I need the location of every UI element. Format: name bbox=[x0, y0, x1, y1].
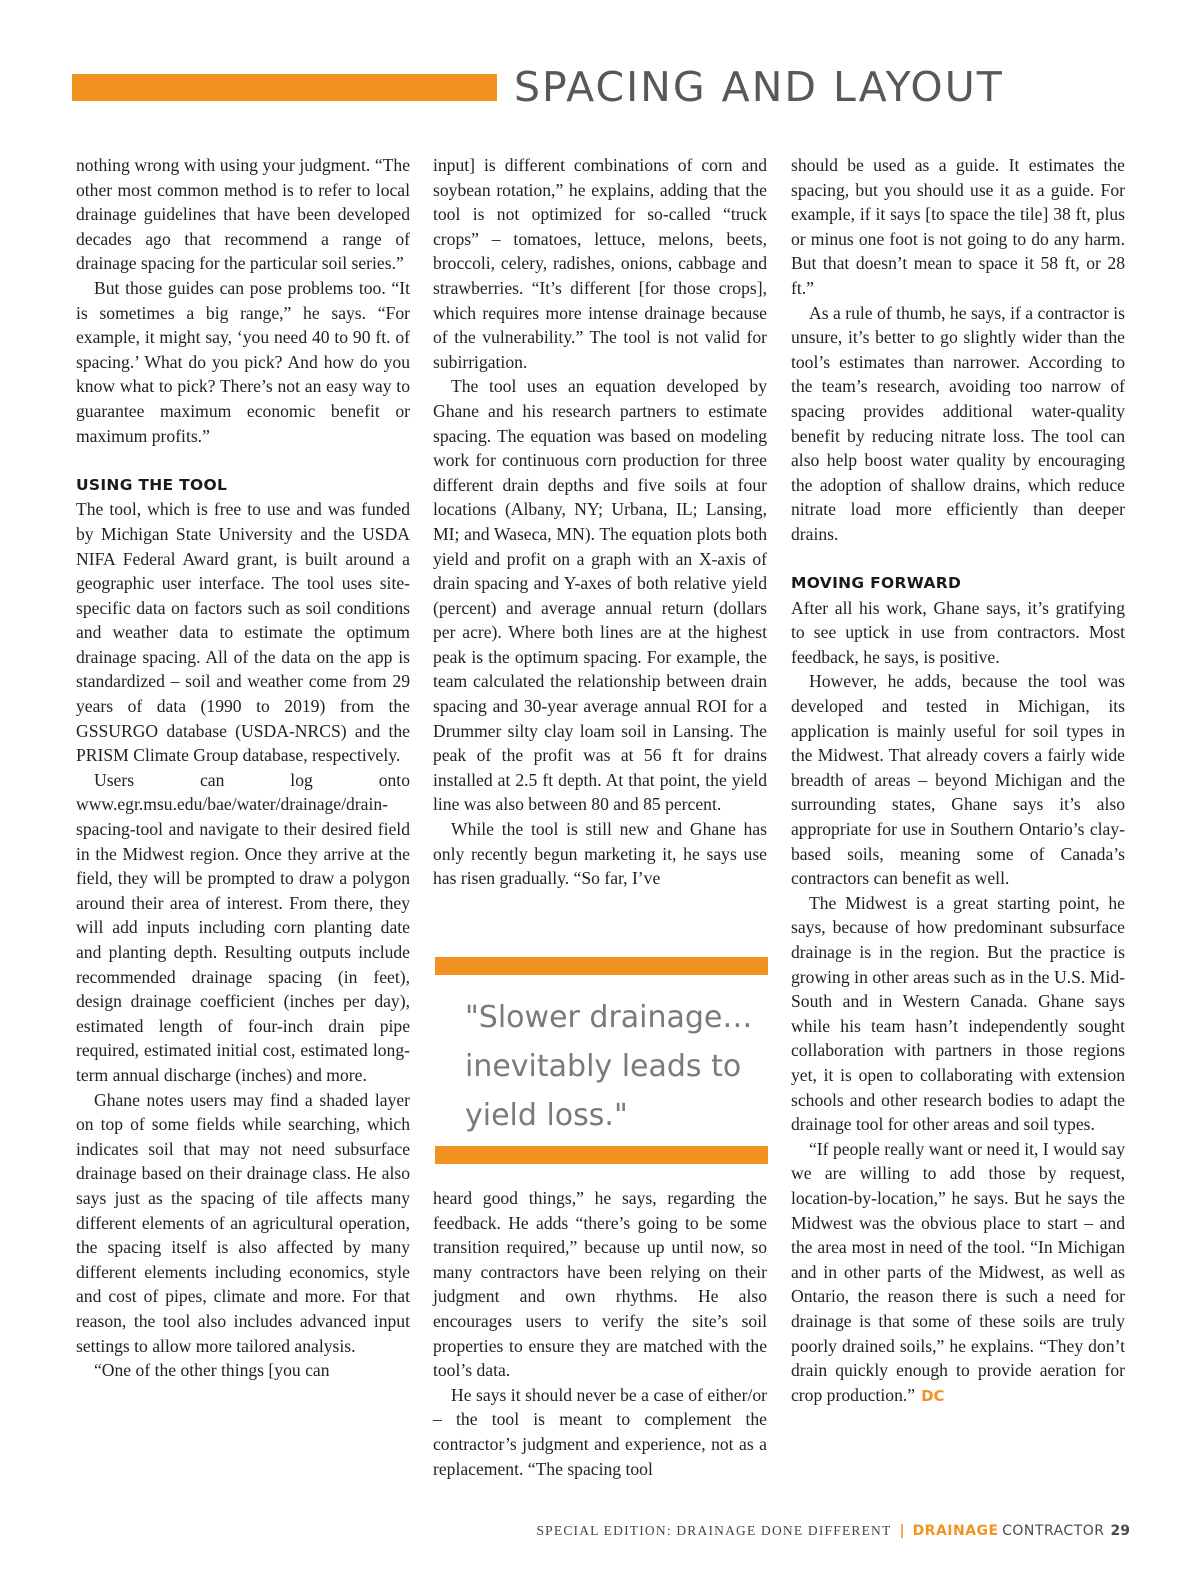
paragraph: should be used as a guide. It estimates the spacing, but you should use it as a guide. For example, if it says [to space the tile] 38 ft, plus or minus one foot is not going to do any harm. But that doesn’t mean to space it 58 ft, or 28 ft.” bbox=[791, 155, 1125, 298]
pullquote-top-bar bbox=[435, 957, 768, 975]
page-number: 29 bbox=[1110, 1523, 1130, 1539]
paragraph: But those guides can pose problems too. “It is sometimes a big range,” he says. “For example, it might say, ‘you need 40 to 90 ft. of spacing.’ What do you pick? And how do you know what to pick? There’s not an easy way to guarantee maximum economic benefit or maximum profits.” bbox=[76, 277, 410, 446]
end-mark: DC bbox=[921, 1386, 945, 1405]
spacer bbox=[791, 547, 1125, 572]
paragraph: However, he adds, because the tool was developed and tested in Michigan, its application is mainly useful for soil types in the Midwest. That already covers a fairly wide breadth of areas – beyond Michigan and the surrounding states, Ghane says it’s also appropriate for use in Southern Ontario’s clay-based soils, meaning some of Canada’s contractors can benefit as well. bbox=[791, 671, 1125, 889]
subheading-using-the-tool: USING THE TOOL bbox=[76, 475, 228, 494]
pullquote-bottom-bar bbox=[435, 1146, 768, 1164]
paragraph-final bbox=[791, 1137, 1125, 1409]
paragraph: After all his work, Ghane says, it’s gratifying to see uptick in use from contractors. Most feedback, he says, is positive. bbox=[791, 597, 1125, 667]
footer-brand-drainage: DRAINAGE bbox=[912, 1523, 999, 1539]
footer-brand-contractor: CONTRACTOR bbox=[1002, 1523, 1105, 1539]
paragraph: The tool, which is free to use and was funded by Michigan State University and the USDA NIFA Federal Award grant, is built around a geographic user interface. The tool uses site-specific data on factors such as soil conditions and weather data to estimate the optimum drainage spacing. All of the data on the app is standardized – soil and weather come from 29 years of data (1990 to 2019) from the GSSURGO database (USDA-NRCS) and the PRISM Climate Group database, respectively. bbox=[76, 499, 410, 766]
column-3 bbox=[791, 153, 1125, 1408]
footer-edition: SPECIAL EDITION: DRAINAGE DONE DIFFERENT bbox=[536, 1523, 892, 1538]
paragraph: “One of the other things [you can bbox=[94, 1360, 330, 1381]
paragraph: While the tool is still new and Ghane has only recently begun marketing it, he says use has risen gradually. “So far, I’ve bbox=[433, 819, 767, 889]
paragraph: nothing wrong with using your judgment. “The other most common method is to refer to local drainage guidelines that have been developed decades ago that recommend a range of drainage spacing for the particular soil series.” bbox=[76, 155, 410, 274]
header-accent-bar bbox=[72, 74, 497, 101]
paragraph: The Midwest is a great starting point, he says, because of how predominant subsurface drainage is in the region. But the practice is growing in other areas such as in the U.S. Mid-South and in Western Canada. Ghane says while his team hasn’t independently sought collaboration with partners in those regions yet, it is open to collaborating with extension schools and other research bodies to adapt the drainage tool for other areas and soil types. bbox=[791, 892, 1125, 1135]
subheading-moving-forward: MOVING FORWARD bbox=[791, 574, 962, 593]
paragraph: The tool uses an equation developed by Ghane and his research partners to estimate spacing. The equation was based on modeling work for continuous corn production for three different drain depths and five soils at four locations (Albany, NY; Urbana, IL; Lansing, MI; and Waseca, MN). The equation plots both yield and profit on a graph with an X-axis of drain spacing and Y-axes of both relative yield (percent) and average annual return (dollars per acre). Where both lines are at the highest peak is the optimum spacing. For example, the team calculated the relationship between drain spacing and 30-year average annual ROI for a Drummer silty clay loam soil in Lansing. The peak of the profit was at 56 ft for drains installed at 2.5 ft depth. At that point, the yield line was also between 80 and 85 percent. bbox=[433, 376, 767, 815]
column-2-top bbox=[433, 153, 767, 891]
paragraph: Ghane notes users may find a shaded layer on top of some fields while searching, which indicates soil that may not need subsurface drainage based on their drainage class. He also says just as the spacing of tile affects many different elements of an agricultural operation, the spacing itself is also affected by many different elements including economics, style and cost of pipes, climate and more. For that reason, the tool also includes advanced input settings to allow more tailored analysis. bbox=[76, 1089, 410, 1356]
paragraph: As a rule of thumb, he says, if a contractor is unsure, it’s better to go slightly wider than the tool’s estimates than narrower. According to the team’s research, avoiding too narrow of spacing provides additional water-quality benefit by reducing nitrate loss. The tool can also help boost water quality by encouraging the adoption of shallow drains, which reduce nitrate load more efficiently than deeper drains. bbox=[791, 302, 1125, 544]
paragraph: Users can log onto www.egr.msu.edu/bae/water/drainage/drain-spacing-tool and navigate to their desired field in the Midwest region. Once they arrive at the field, they will be prompted to draw a polygon around their area of interest. From there, they will add inputs including corn planting date and planting depth. Resulting outputs include recommended drainage spacing (in feet), design drainage coefficient (inches per day), estimated length of four-inch drain pipe required, estimated initial cost, estimated long-term annual discharge (inches) and more. bbox=[76, 769, 410, 1085]
section-title: SPACING AND LAYOUT bbox=[514, 63, 1004, 111]
paragraph: heard good things,” he says, regarding the feedback. He adds “there’s going to be some transition required,” because up until now, so many contractors have been relying on their judgment and own rhythms. He also encourages users to verify the site’s soil properties to ensure they are matched with the tool’s data. bbox=[433, 1188, 767, 1381]
paragraph: input] is different combinations of corn and soybean rotation,” he explains, adding that the tool is not optimized for so-called “truck crops” – tomatoes, lettuce, melons, beets, broccoli, celery, radishes, onions, cabbage and strawberries. “It’s different [for those crops], which requires more intense drainage because of the vulnerability.” The tool is not valid for subirrigation. bbox=[433, 155, 767, 372]
paragraph-text: “If people really want or need it, I would say we are willing to add those by request, location-by-location,” he says. But he says the Midwest was the obvious place to start – and the area most in need of the tool. “In Michigan and in other parts of the Midwest, as well as Ontario, the reason there is such a need for drainage is that some of these soils are truly poorly drained soils,” he explains. “They don’t drain quickly enough to provide aeration for crop production.” bbox=[791, 1138, 1125, 1405]
page-footer bbox=[536, 1520, 1130, 1542]
spacer bbox=[76, 448, 410, 473]
paragraph: He says it should never be a case of either/or – the tool is meant to complement the contractor’s judgment and experience, not as a replacement. “The spacing tool bbox=[433, 1384, 767, 1479]
column-1 bbox=[76, 153, 410, 1383]
pullquote: "Slower drainage… inevitably leads to yield loss." bbox=[465, 1000, 753, 1133]
column-2-bottom bbox=[433, 1186, 767, 1481]
footer-separator: | bbox=[899, 1523, 905, 1539]
